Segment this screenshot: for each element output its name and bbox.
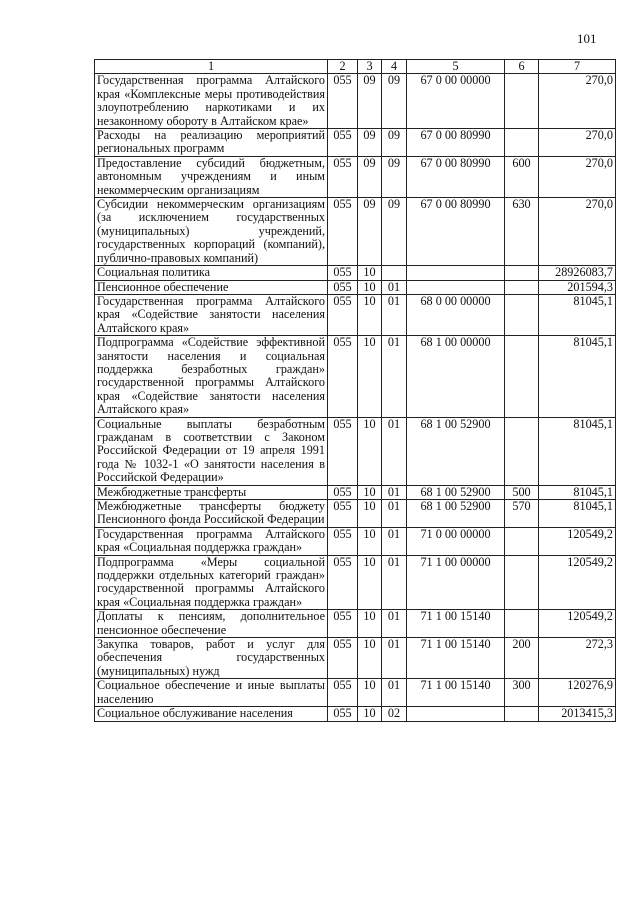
section-cell: 10 (358, 280, 382, 294)
code-admin-cell: 055 (328, 266, 358, 280)
target-article-cell: 68 1 00 52900 (407, 485, 505, 499)
target-article-cell (407, 707, 505, 721)
target-article-cell: 71 1 00 15140 (407, 679, 505, 707)
target-article-cell: 71 1 00 00000 (407, 555, 505, 610)
expense-type-cell (505, 280, 539, 294)
code-admin-cell: 055 (328, 417, 358, 485)
budget-table-body (95, 60, 616, 722)
target-article-cell: 71 1 00 15140 (407, 610, 505, 638)
row-name-cell: Государственная программа Алтайского края «Комплексные меры противодействия злоупотреблению наркотиками и их незаконному обороту в Алтайском крае» (95, 74, 328, 129)
section-cell: 10 (358, 555, 382, 610)
budget-table (94, 59, 616, 722)
subsection-cell: 01 (382, 336, 407, 417)
target-article-cell: 67 0 00 80990 (407, 156, 505, 197)
row-name-cell: Социальное обслуживание населения (95, 707, 328, 721)
target-article-cell: 71 1 00 15140 (407, 638, 505, 679)
amount-cell: 81045,1 (539, 485, 616, 499)
subsection-cell: 09 (382, 74, 407, 129)
target-article-cell: 68 1 00 00000 (407, 336, 505, 417)
code-admin-cell: 055 (328, 129, 358, 157)
table-row (95, 198, 616, 266)
subsection-cell: 01 (382, 294, 407, 335)
table-row (95, 679, 616, 707)
amount-cell: 120276,9 (539, 679, 616, 707)
section-cell: 10 (358, 266, 382, 280)
expense-type-cell: 570 (505, 500, 539, 528)
subsection-cell: 01 (382, 527, 407, 555)
section-cell: 10 (358, 485, 382, 499)
row-name-cell: Расходы на реализацию мероприятий региональных программ (95, 129, 328, 157)
page-number: 101 (577, 31, 597, 46)
header-cell: 4 (382, 60, 407, 74)
target-article-cell: 68 0 00 00000 (407, 294, 505, 335)
table-row (95, 638, 616, 679)
header-cell: 1 (95, 60, 328, 74)
amount-cell: 81045,1 (539, 417, 616, 485)
code-admin-cell: 055 (328, 280, 358, 294)
section-cell: 10 (358, 336, 382, 417)
code-admin-cell: 055 (328, 485, 358, 499)
target-article-cell: 67 0 00 00000 (407, 74, 505, 129)
amount-cell: 120549,2 (539, 610, 616, 638)
subsection-cell: 09 (382, 198, 407, 266)
expense-type-cell: 200 (505, 638, 539, 679)
row-name-cell: Закупка товаров, работ и услуг для обеспечения государственных (муниципальных) нужд (95, 638, 328, 679)
row-name-cell: Государственная программа Алтайского края «Социальная поддержка граждан» (95, 527, 328, 555)
row-name-cell: Социальные выплаты безработным гражданам в соответствии с Законом Российской Федерации от 19 апреля 1991 года № 1032-1 «О занятости населения в Российской Федерации» (95, 417, 328, 485)
section-cell: 10 (358, 679, 382, 707)
code-admin-cell: 055 (328, 679, 358, 707)
row-name-cell: Субсидии некоммерческим организациям (за исключением государственных (муниципальных) учреждений, государственных корпораций (компаний), публично-правовых компаний) (95, 198, 328, 266)
expense-type-cell: 600 (505, 156, 539, 197)
code-admin-cell: 055 (328, 156, 358, 197)
expense-type-cell (505, 266, 539, 280)
target-article-cell (407, 280, 505, 294)
subsection-cell: 09 (382, 129, 407, 157)
table-row (95, 156, 616, 197)
row-name-cell: Межбюджетные трансферты (95, 485, 328, 499)
header-cell: 6 (505, 60, 539, 74)
target-article-cell: 68 1 00 52900 (407, 500, 505, 528)
subsection-cell: 01 (382, 280, 407, 294)
code-admin-cell: 055 (328, 638, 358, 679)
subsection-cell: 02 (382, 707, 407, 721)
subsection-cell: 01 (382, 500, 407, 528)
table-row (95, 610, 616, 638)
table-row (95, 555, 616, 610)
table-row (95, 527, 616, 555)
table-row (95, 417, 616, 485)
table-row (95, 266, 616, 280)
table-row (95, 707, 616, 721)
target-article-cell: 71 0 00 00000 (407, 527, 505, 555)
code-admin-cell: 055 (328, 198, 358, 266)
table-row (95, 294, 616, 335)
target-article-cell: 67 0 00 80990 (407, 198, 505, 266)
subsection-cell: 01 (382, 638, 407, 679)
amount-cell: 81045,1 (539, 500, 616, 528)
section-cell: 10 (358, 417, 382, 485)
expense-type-cell: 630 (505, 198, 539, 266)
amount-cell: 81045,1 (539, 294, 616, 335)
subsection-cell: 01 (382, 417, 407, 485)
expense-type-cell (505, 707, 539, 721)
code-admin-cell: 055 (328, 500, 358, 528)
amount-cell: 270,0 (539, 156, 616, 197)
row-name-cell: Социальное обеспечение и иные выплаты населению (95, 679, 328, 707)
code-admin-cell: 055 (328, 707, 358, 721)
target-article-cell: 68 1 00 52900 (407, 417, 505, 485)
amount-cell: 2013415,3 (539, 707, 616, 721)
row-name-cell: Социальная политика (95, 266, 328, 280)
expense-type-cell (505, 527, 539, 555)
section-cell: 10 (358, 707, 382, 721)
amount-cell: 201594,3 (539, 280, 616, 294)
table-header-row (95, 60, 616, 74)
expense-type-cell (505, 294, 539, 335)
header-cell: 7 (539, 60, 616, 74)
row-name-cell: Подпрограмма «Содействие эффективной занятости населения и социальная поддержка безработных граждан» государственной программы Алтайского края «Содействие занятости населения Алтайского края» (95, 336, 328, 417)
table-row (95, 280, 616, 294)
table-row (95, 336, 616, 417)
amount-cell: 120549,2 (539, 555, 616, 610)
expense-type-cell (505, 74, 539, 129)
amount-cell: 272,3 (539, 638, 616, 679)
header-cell: 3 (358, 60, 382, 74)
subsection-cell (382, 266, 407, 280)
amount-cell: 120549,2 (539, 527, 616, 555)
target-article-cell (407, 266, 505, 280)
row-name-cell: Пенсионное обеспечение (95, 280, 328, 294)
header-cell: 5 (407, 60, 505, 74)
expense-type-cell (505, 336, 539, 417)
section-cell: 09 (358, 74, 382, 129)
code-admin-cell: 055 (328, 294, 358, 335)
header-cell: 2 (328, 60, 358, 74)
section-cell: 09 (358, 129, 382, 157)
row-name-cell: Подпрограмма «Меры социальной поддержки отдельных категорий граждан» государственной программы Алтайского края «Социальная поддержка граждан» (95, 555, 328, 610)
expense-type-cell: 300 (505, 679, 539, 707)
code-admin-cell: 055 (328, 74, 358, 129)
code-admin-cell: 055 (328, 610, 358, 638)
section-cell: 10 (358, 294, 382, 335)
section-cell: 10 (358, 638, 382, 679)
section-cell: 10 (358, 527, 382, 555)
expense-type-cell (505, 417, 539, 485)
expense-type-cell (505, 129, 539, 157)
code-admin-cell: 055 (328, 555, 358, 610)
table-row (95, 74, 616, 129)
amount-cell: 270,0 (539, 198, 616, 266)
row-name-cell: Предоставление субсидий бюджетным, автономным учреждениям и иным некоммерческим организациям (95, 156, 328, 197)
section-cell: 09 (358, 156, 382, 197)
subsection-cell: 01 (382, 485, 407, 499)
row-name-cell: Государственная программа Алтайского края «Содействие занятости населения Алтайского края» (95, 294, 328, 335)
row-name-cell: Доплаты к пенсиям, дополнительное пенсионное обеспечение (95, 610, 328, 638)
amount-cell: 270,0 (539, 74, 616, 129)
amount-cell: 270,0 (539, 129, 616, 157)
section-cell: 10 (358, 610, 382, 638)
section-cell: 09 (358, 198, 382, 266)
table-row (95, 129, 616, 157)
code-admin-cell: 055 (328, 527, 358, 555)
target-article-cell: 67 0 00 80990 (407, 129, 505, 157)
subsection-cell: 01 (382, 679, 407, 707)
code-admin-cell: 055 (328, 336, 358, 417)
subsection-cell: 01 (382, 555, 407, 610)
expense-type-cell (505, 555, 539, 610)
table-row (95, 500, 616, 528)
subsection-cell: 09 (382, 156, 407, 197)
table-row (95, 485, 616, 499)
expense-type-cell: 500 (505, 485, 539, 499)
subsection-cell: 01 (382, 610, 407, 638)
amount-cell: 28926083,7 (539, 266, 616, 280)
amount-cell: 81045,1 (539, 336, 616, 417)
row-name-cell: Межбюджетные трансферты бюджету Пенсионного фонда Российской Федерации (95, 500, 328, 528)
section-cell: 10 (358, 500, 382, 528)
expense-type-cell (505, 610, 539, 638)
